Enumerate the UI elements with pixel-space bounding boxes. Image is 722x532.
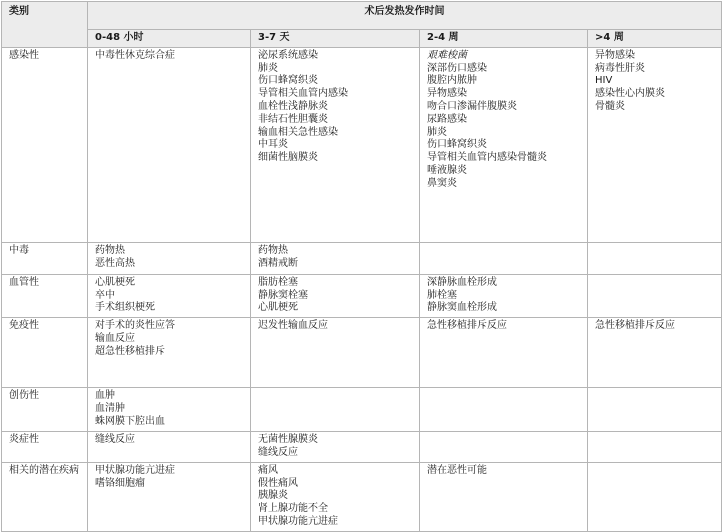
table-row bbox=[2, 318, 722, 388]
cell-line: 导管相关血管内感染 bbox=[258, 88, 348, 100]
header-period-0-48h: 0-48 小时 bbox=[88, 30, 251, 48]
cell-line: 心肌梗死 bbox=[95, 276, 135, 288]
row-category: 免疫性 bbox=[2, 318, 88, 388]
cell-line: 胰腺炎 bbox=[258, 490, 288, 502]
header-period-2-4w: 2-4 周 bbox=[420, 30, 588, 48]
cell-line: 甲状腺功能亢进症 bbox=[95, 464, 175, 476]
cell-line: HIV bbox=[595, 75, 613, 87]
table-cell bbox=[420, 242, 588, 274]
cell-line: 骨髓炎 bbox=[595, 100, 625, 112]
cell-line: 静脉窦栓塞 bbox=[258, 289, 308, 301]
cell-line: 导管相关血管内感染骨髓炎 bbox=[427, 152, 547, 164]
table-cell bbox=[420, 274, 588, 317]
table-cell bbox=[588, 274, 722, 317]
table-row bbox=[2, 242, 722, 274]
cell-line: 假性痛风 bbox=[258, 477, 298, 489]
cell-line: 感染性心内膜炎 bbox=[595, 88, 665, 100]
row-category: 相关的潜在疾病 bbox=[2, 462, 88, 531]
cell-line: 输血反应 bbox=[95, 332, 135, 344]
cell-line: 肾上腺功能不全 bbox=[258, 503, 328, 515]
cell-line: 肺炎 bbox=[427, 126, 447, 138]
cell-line: 肺栓塞 bbox=[427, 289, 457, 301]
table-row bbox=[2, 432, 722, 463]
table-cell bbox=[251, 388, 420, 432]
cell-line: 细菌性脑膜炎 bbox=[258, 152, 318, 164]
cell-line: 手术组织梗死 bbox=[95, 302, 155, 314]
header-onset-time: 术后发热发作时间 bbox=[88, 2, 722, 30]
table-cell bbox=[88, 47, 251, 242]
fever-onset-table bbox=[1, 1, 722, 532]
cell-line: 唾液腺炎 bbox=[427, 164, 467, 176]
cell-line: 尿路感染 bbox=[427, 113, 467, 125]
table-cell bbox=[251, 318, 420, 388]
cell-line: 痛风 bbox=[258, 464, 278, 476]
table-cell bbox=[88, 388, 251, 432]
cell-line: 血清肿 bbox=[95, 402, 125, 414]
table-cell bbox=[588, 318, 722, 388]
table-cell bbox=[88, 242, 251, 274]
table-cell bbox=[420, 432, 588, 463]
table-cell bbox=[588, 388, 722, 432]
table-row bbox=[2, 388, 722, 432]
cell-line: 血栓性浅静脉炎 bbox=[258, 100, 328, 112]
cell-line: 脂肪栓塞 bbox=[258, 276, 298, 288]
header-period-over-4w: >4 周 bbox=[588, 30, 722, 48]
row-category: 中毒 bbox=[2, 242, 88, 274]
cell-line: 伤口蜂窝织炎 bbox=[258, 75, 318, 87]
table-cell bbox=[88, 274, 251, 317]
table-cell bbox=[420, 318, 588, 388]
cell-line: 深部伤口感染 bbox=[427, 62, 487, 74]
cell-line: 异物感染 bbox=[427, 88, 467, 100]
cell-line: 非结石性胆囊炎 bbox=[258, 113, 328, 125]
table-cell bbox=[420, 47, 588, 242]
cell-line: 卒中 bbox=[95, 289, 115, 301]
cell-line: 甲状腺功能亢进症 bbox=[258, 515, 338, 527]
cell-line: 输血相关急性感染 bbox=[258, 126, 338, 138]
cell-line: 药物热 bbox=[95, 244, 125, 256]
cell-line: 超急性移植排斥 bbox=[95, 345, 165, 357]
cell-line: 恶性高热 bbox=[95, 257, 135, 269]
cell-line: 酒精戒断 bbox=[258, 257, 298, 269]
cell-line: 中毒性休克综合症 bbox=[95, 49, 175, 61]
table-row bbox=[2, 274, 722, 317]
cell-line: 缝线反应 bbox=[258, 446, 298, 458]
cell-line: 艰难梭菌 bbox=[427, 49, 467, 61]
cell-line: 缝线反应 bbox=[95, 434, 135, 446]
cell-line: 吻合口渗漏伴腹膜炎 bbox=[427, 100, 517, 112]
header-period-3-7d: 3-7 天 bbox=[251, 30, 420, 48]
cell-line: 嗜铬细胞瘤 bbox=[95, 477, 145, 489]
row-category: 感染性 bbox=[2, 47, 88, 242]
table-cell bbox=[251, 274, 420, 317]
cell-line: 血肿 bbox=[95, 390, 115, 402]
cell-line: 无菌性腺膜炎 bbox=[258, 434, 318, 446]
cell-line: 鼻窦炎 bbox=[427, 177, 457, 189]
cell-line: 深静脉血栓形成 bbox=[427, 276, 497, 288]
cell-line: 潜在恶性可能 bbox=[427, 464, 487, 476]
table-row bbox=[2, 47, 722, 242]
cell-line: 泌尿系统感染 bbox=[258, 49, 318, 61]
cell-line: 腹腔内脓肿 bbox=[427, 75, 477, 87]
table-cell bbox=[251, 432, 420, 463]
table-cell bbox=[88, 432, 251, 463]
cell-line: 肺炎 bbox=[258, 62, 278, 74]
cell-line: 对手术的炎性应答 bbox=[95, 320, 175, 332]
table-cell bbox=[588, 47, 722, 242]
cell-line: 急性移植排斥反应 bbox=[595, 320, 675, 332]
cell-line: 中耳炎 bbox=[258, 139, 288, 151]
header-category: 类别 bbox=[2, 2, 88, 48]
cell-line: 蛛网膜下腔出血 bbox=[95, 415, 165, 427]
cell-line: 静脉窦血栓形成 bbox=[427, 302, 497, 314]
row-category: 创伤性 bbox=[2, 388, 88, 432]
table-cell bbox=[420, 388, 588, 432]
cell-line: 心肌梗死 bbox=[258, 302, 298, 314]
table-cell bbox=[588, 432, 722, 463]
row-category: 炎症性 bbox=[2, 432, 88, 463]
cell-line: 迟发性输血反应 bbox=[258, 320, 328, 332]
cell-line: 药物热 bbox=[258, 244, 288, 256]
cell-line: 伤口蜂窝织炎 bbox=[427, 139, 487, 151]
table-cell bbox=[251, 47, 420, 242]
table-cell bbox=[588, 242, 722, 274]
table-cell bbox=[251, 242, 420, 274]
table-cell bbox=[88, 318, 251, 388]
cell-line: 病毒性肝炎 bbox=[595, 62, 645, 74]
cell-line: 急性移植排斥反应 bbox=[427, 320, 507, 332]
cell-line: 异物感染 bbox=[595, 49, 635, 61]
row-category: 血管性 bbox=[2, 274, 88, 317]
